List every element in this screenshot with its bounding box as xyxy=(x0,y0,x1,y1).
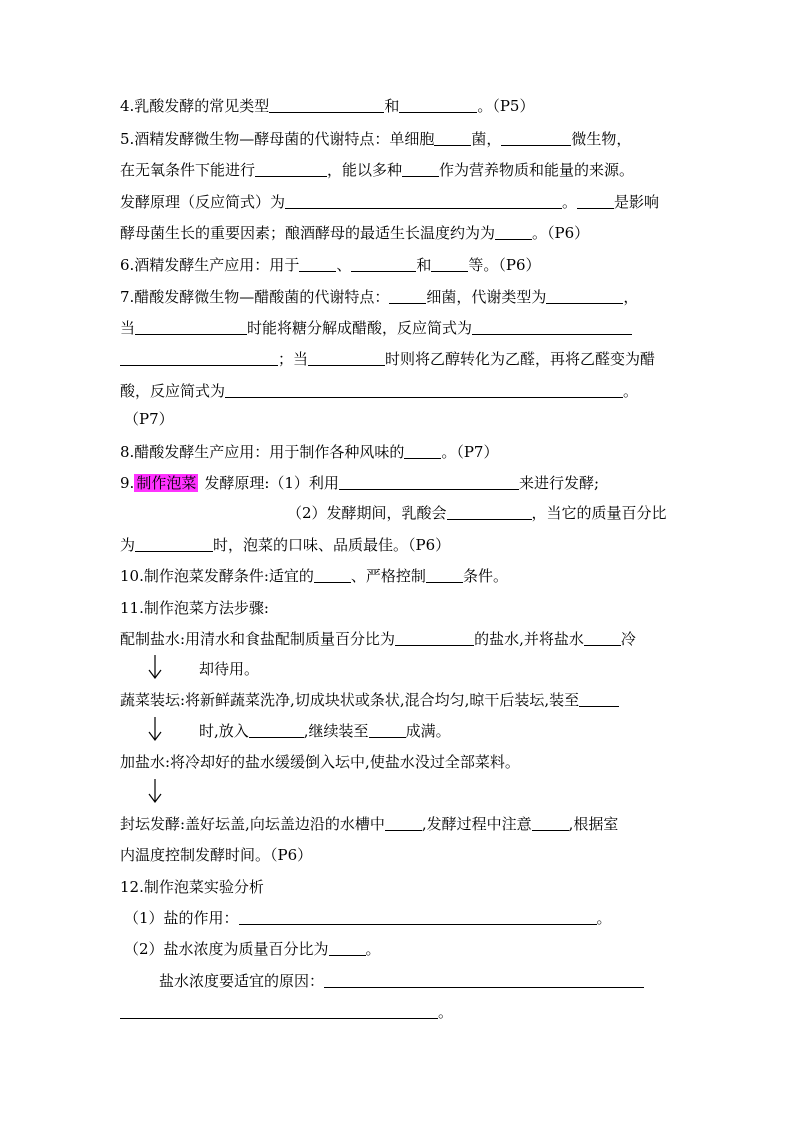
text: 发酵原理（反应简式）为 xyxy=(120,193,286,211)
line-12-2-reason xyxy=(159,971,644,991)
blank[interactable] xyxy=(385,814,422,831)
text: 酸，反应简式为 xyxy=(120,382,226,400)
text: 。 xyxy=(596,909,612,927)
blank[interactable] xyxy=(389,287,426,304)
blank[interactable] xyxy=(329,939,366,956)
blank[interactable] xyxy=(395,629,474,646)
text: 。 xyxy=(365,940,381,958)
text: 条件。 xyxy=(462,567,508,585)
text: ，当它的质量百分比 xyxy=(531,504,667,522)
text: 配制盐水:用清水和食盐配制质量百分比为 xyxy=(120,630,396,648)
text: ，能以多种 xyxy=(327,161,403,179)
blank[interactable] xyxy=(532,814,569,831)
text: 。 xyxy=(562,193,578,211)
line-7-cont2 xyxy=(120,349,655,369)
text: （1）盐的作用： xyxy=(124,909,239,927)
blank[interactable] xyxy=(579,690,619,707)
text: 7.醋酸发酵微生物—醋酸菌的代谢特点： xyxy=(120,288,390,306)
line-11 xyxy=(120,598,269,618)
text: 和 xyxy=(384,97,400,115)
text: 冷 xyxy=(620,630,636,648)
text: 微生物， xyxy=(571,130,632,148)
text: 6.酒精发酵生产应用：用于 xyxy=(120,256,300,274)
text: 9. xyxy=(120,474,135,492)
text: 10.制作泡菜发酵条件:适宜的 xyxy=(120,567,314,585)
line-7 xyxy=(120,287,638,307)
blank[interactable] xyxy=(447,503,532,520)
text: 时能将糖分解成醋酸，反应简式为 xyxy=(247,319,473,337)
text: 封坛发酵:盖好坛盖,向坛盖边沿的水槽中 xyxy=(120,815,385,833)
step-3 xyxy=(120,752,520,772)
down-arrow-icon xyxy=(147,716,163,742)
line-7-cont1 xyxy=(120,318,632,338)
blank[interactable] xyxy=(369,721,406,738)
text: ,根据室 xyxy=(568,815,619,833)
text: 等。（P6） xyxy=(468,256,541,274)
line-5-cont2 xyxy=(120,192,659,212)
blank[interactable] xyxy=(120,1002,438,1019)
text: 盐水浓度要适宜的原因： xyxy=(159,972,325,990)
text: 细菌，代谢类型为 xyxy=(426,288,547,306)
blank[interactable] xyxy=(255,160,327,177)
text: 内温度控制发酵时间。（P6） xyxy=(120,846,313,864)
blank[interactable] xyxy=(495,223,532,240)
highlighted-text: 制作泡菜 xyxy=(136,474,197,492)
blank[interactable] xyxy=(249,721,304,738)
blank[interactable] xyxy=(314,566,351,583)
blank[interactable] xyxy=(339,473,519,490)
text: 的盐水,并将盐水 xyxy=(474,630,584,648)
blank[interactable] xyxy=(577,192,614,209)
text: 蔬菜装坛:将新鲜蔬菜洗净,切成块状或条状,混合均匀,晾干后装坛,装至 xyxy=(120,691,580,709)
line-5-cont3 xyxy=(120,223,589,243)
blank[interactable] xyxy=(431,255,468,272)
text: 却待用。 xyxy=(199,660,260,678)
line-5-cont1 xyxy=(120,160,634,180)
text: （2）发酵期间，乳酸会 xyxy=(287,504,447,522)
text: ,继续装至 xyxy=(303,722,369,740)
text: 来进行发酵; xyxy=(518,474,599,492)
text: 时,放入 xyxy=(199,722,249,740)
text: ， xyxy=(623,288,639,306)
blank[interactable] xyxy=(225,381,623,398)
line-7-cont3 xyxy=(120,381,638,401)
text: 加盐水:将冷却好的盐水缓缓倒入坛中,使盐水没过全部菜料。 xyxy=(120,753,520,771)
blank[interactable] xyxy=(399,96,477,113)
text: （P7） xyxy=(124,410,174,428)
line-4 xyxy=(120,96,534,116)
line-7-page xyxy=(124,409,174,429)
text: 。（P6） xyxy=(532,224,590,242)
blank[interactable] xyxy=(472,318,632,335)
text: 。 xyxy=(623,382,639,400)
text: 是影响 xyxy=(614,193,660,211)
blank[interactable] xyxy=(239,908,597,925)
text: 成满。 xyxy=(405,722,451,740)
line-6 xyxy=(120,255,541,275)
step-4 xyxy=(120,814,618,834)
text: 。（P5） xyxy=(477,97,535,115)
text: 。（P7） xyxy=(441,443,499,461)
blank[interactable] xyxy=(135,318,247,335)
text: 4.乳酸发酵的常见类型 xyxy=(120,97,270,115)
text: 11.制作泡菜方法步骤: xyxy=(120,599,269,617)
text: 作为营养物质和能量的来源。 xyxy=(439,161,635,179)
line-9-cont1 xyxy=(287,503,667,523)
blank[interactable] xyxy=(308,349,385,366)
step-2-cont xyxy=(199,721,451,741)
line-10 xyxy=(120,566,508,586)
text: 当 xyxy=(120,319,136,337)
text: 。 xyxy=(438,1003,454,1021)
blank[interactable] xyxy=(269,96,384,113)
step-1 xyxy=(120,629,636,649)
line-12-1 xyxy=(124,908,612,928)
text: 为 xyxy=(120,536,136,554)
text: 发酵原理:（1）利用 xyxy=(204,474,339,492)
text: 在无氧条件下能进行 xyxy=(120,161,256,179)
line-9 xyxy=(120,473,599,493)
blank[interactable] xyxy=(324,971,644,988)
text: 12.制作泡菜实验分析 xyxy=(120,878,264,896)
blank[interactable] xyxy=(546,287,623,304)
text: 菌， xyxy=(471,130,502,148)
blank[interactable] xyxy=(426,566,463,583)
text: 时则将乙醇转化为乙醛，再将乙醛变为醋 xyxy=(385,350,656,368)
line-12-2-reason-cont xyxy=(120,1002,453,1022)
text: 、 xyxy=(336,256,352,274)
step-4-cont xyxy=(120,845,312,865)
text: 酵母菌生长的重要因素；酿酒酵母的最适生长温度约为为 xyxy=(120,224,496,242)
text: （2）盐水浓度为质量百分比为 xyxy=(124,940,329,958)
text: 8.醋酸发酵生产应用：用于制作各种风味的 xyxy=(120,443,405,461)
text: ；当 xyxy=(278,350,309,368)
blank[interactable] xyxy=(501,129,571,146)
blank[interactable] xyxy=(402,160,439,177)
line-8 xyxy=(120,442,498,462)
line-9-cont2 xyxy=(120,535,450,555)
line-5 xyxy=(120,129,631,149)
text: 、严格控制 xyxy=(350,567,426,585)
line-12 xyxy=(120,877,264,897)
down-arrow-icon xyxy=(147,654,163,680)
blank[interactable] xyxy=(404,442,441,459)
text: 5.酒精发酵微生物—酵母菌的代谢特点：单细胞 xyxy=(120,130,435,148)
down-arrow-icon xyxy=(147,778,163,804)
line-12-2 xyxy=(124,939,381,959)
blank[interactable] xyxy=(434,129,471,146)
blank[interactable] xyxy=(285,192,562,209)
blank[interactable] xyxy=(584,629,621,646)
text: 时，泡菜的口味、品质最佳。（P6） xyxy=(213,536,451,554)
blank[interactable] xyxy=(120,349,278,366)
blank[interactable] xyxy=(135,535,213,552)
text: ,发酵过程中注意 xyxy=(421,815,532,833)
step-1-cont xyxy=(199,659,259,679)
blank[interactable] xyxy=(351,255,416,272)
blank[interactable] xyxy=(299,255,336,272)
step-2 xyxy=(120,690,619,710)
text: 和 xyxy=(416,256,432,274)
